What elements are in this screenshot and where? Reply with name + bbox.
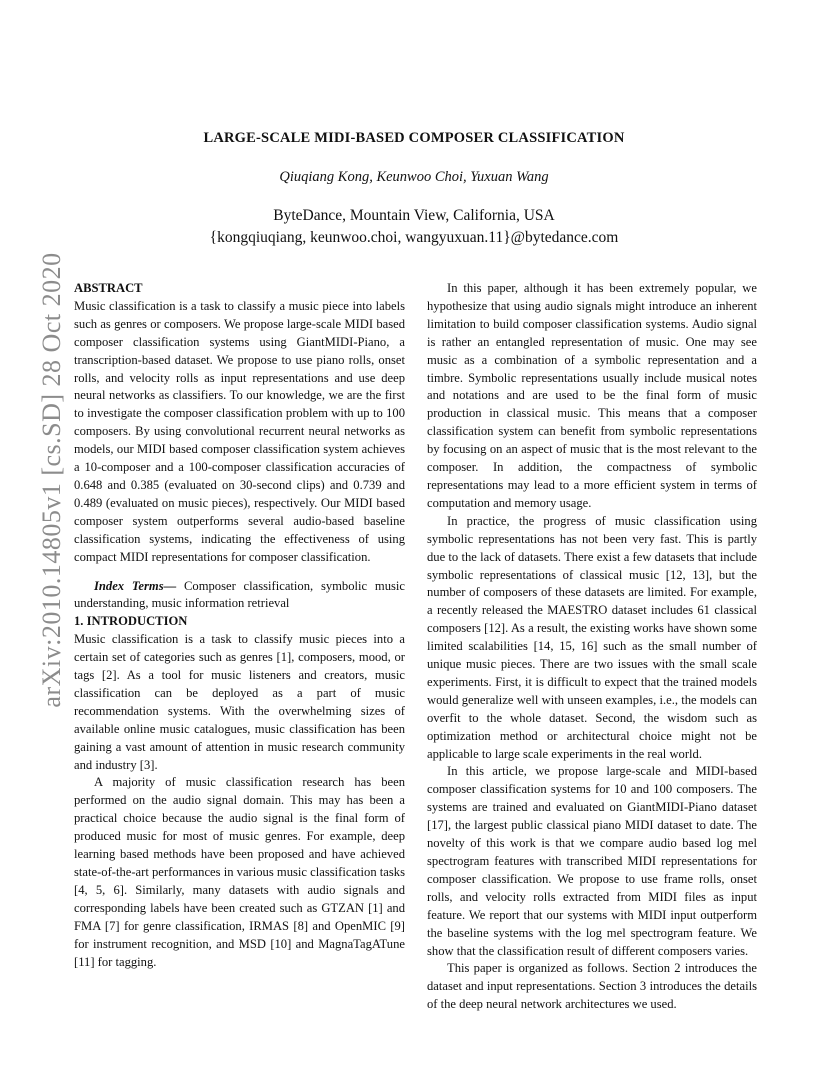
- index-terms-text: Composer classification, symbolic music understanding, music information retrieval: [74, 578, 405, 611]
- index-terms: [74, 578, 405, 614]
- introduction-heading: 1. INTRODUCTION: [74, 614, 188, 629]
- affiliation: ByteDance, Mountain View, California, USA: [273, 207, 555, 224]
- abstract-text: Music classification is a task to classify a music piece into labels such as genres or composers. We propose large-scale MIDI based composer classification systems using GiantMIDI-Piano, a transcription-based dataset. We propose to use piano rolls, onset rolls, and velocity rolls as input representations and use deep neural networks as classifiers. To our knowledge, we are the first to investigate the composer classification problem with up to 100 composers. By using convolutional recurrent neural networks as models, our MIDI based composer classification system achieves a 10-composer and a 100-composer classification accuracies of 0.648 and 0.385 (evaluated on 30-second clips) and 0.739 and 0.489 (evaluated on music pieces), respectively. Our MIDI based composer system outperforms several audio-based baseline classification systems, indicating the effectiveness of using compact MIDI representations for composer classification.: [74, 298, 405, 564]
- abstract-heading: ABSTRACT: [74, 281, 143, 295]
- right-paragraph-1: In this paper, although it has been extremely popular, we hypothesize that using audio signals might introduce an inherent limitation to build composer classification systems. Audio signal is rather an entangled representation of music. One may see music as a combination of a symbolic representation and a timbre. Symbolic representations usually include musical notes and notations and are used to be the final form of music production in classical music. This means that a composer classification system can benefit from symbolic representations by focusing on an aspect of music that is the most relevant to the composer. In addition, the compactness of symbolic representations may lead to a more efficient system in terms of computation and memory usage.: [427, 281, 757, 510]
- paper-authors: Qiuqiang Kong, Keunwoo Choi, Yuxuan Wang: [279, 169, 549, 185]
- affiliation-block: [0, 205, 828, 249]
- right-paragraph-4: This paper is organized as follows. Section 2 introduces the dataset and input representations. Section 3 introduces the details of the deep neural network architectures we used.: [427, 961, 757, 1012]
- right-column: [427, 280, 757, 1014]
- intro-paragraph-1: Music classification is a task to classify music pieces into a certain set of categories such as genres [1], composers, mood, or tags [2]. As a tool for music listeners and creators, music classification can be deployed as a part of music recommendation systems. With the overwhelming sizes of available online music catalogues, music classification has been gaining a vast amount of attention in music research community and industry [3].: [74, 632, 405, 772]
- index-terms-label: Index Terms—: [94, 578, 177, 593]
- author-emails: {kongqiuqiang, keunwoo.choi, wangyuxuan.11}@bytedance.com: [209, 229, 619, 246]
- right-paragraph-3: In this article, we propose large-scale and MIDI-based composer classification systems for 10 and 100 composers. The systems are trained and evaluated on GiantMIDI-Piano dataset [17], the largest public classical piano MIDI dataset to date. The novelty of this work is that we compare audio based log mel spectrogram features with transcribed MIDI representations for composer classification. We propose to use frame rolls, onset rolls, and velocity rolls extracted from MIDI files as input feature. We report that our systems with MIDI input outperform the baseline systems with the log mel spectrogram feature. We show that the classification result of different composers varies.: [427, 764, 757, 958]
- right-paragraph-2: In practice, the progress of music classification using symbolic representations has not been very fast. This is partly due to the lack of datasets. There exist a few datasets that include symbolic representations of classical music [12, 13], but the number of composers of these datasets are limited. For example, a recently released the MAESTRO dataset includes 61 classical composers [12]. As a result, the existing works have shown some limited scalabilities [14, 15, 16] such as the small number of unique music pieces. There are two issues with the small scale experiments. First, it is difficult to expect that the trained models would generalize well with unseen examples, i.e., the models can overfit to the whole dataset. Second, the wisdom such as optimization method or architectural choice might not be applicable to large scale experiments in the real world.: [427, 513, 757, 761]
- arxiv-identifier: arXiv:2010.14805v1 [cs.SD] 28 Oct 2020: [37, 252, 66, 708]
- intro-paragraph-2: A majority of music classification research has been performed on the audio signal domain. This may has been a practical choice because the audio signal is the final form of produced music for most of music genres. For example, deep learning based methods have been proposed and have achieved state-of-the-art performances in various music classification tasks [4, 5, 6]. Similarly, many datasets with audio signals and corresponding labels have been created such as GTZAN [1] and FMA [7] for genre classification, IRMAS [8] and OpenMIC [9] for instrument recognition, and MSD [10] and MagnaTagATune [11] for tagging.: [74, 775, 405, 969]
- paper-title: LARGE-SCALE MIDI-BASED COMPOSER CLASSIFICATION: [203, 130, 625, 146]
- left-column: [74, 280, 405, 971]
